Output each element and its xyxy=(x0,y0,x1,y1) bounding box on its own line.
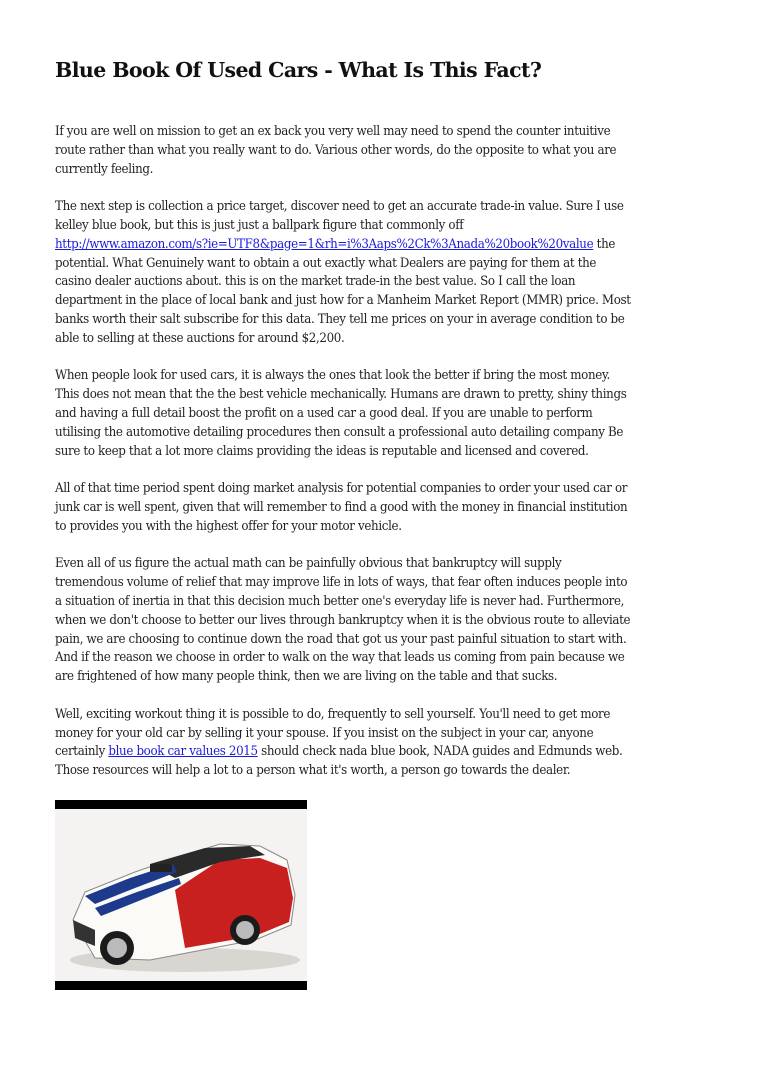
text-line xyxy=(55,593,735,612)
text-line xyxy=(55,311,735,330)
text-line xyxy=(55,480,735,499)
text-segment: the xyxy=(593,236,616,252)
text-segment: should check nada blue book, NADA guides and Edmunds web. xyxy=(257,744,623,760)
text-line xyxy=(55,612,735,631)
article-body xyxy=(55,123,735,800)
paragraph xyxy=(55,198,735,348)
text-line xyxy=(55,198,735,217)
text-segment: And if the reason we choose in order to walk on the way that leads us coming from pain because we xyxy=(55,650,625,666)
text-line xyxy=(55,725,735,744)
car-photo xyxy=(55,800,307,990)
text-line xyxy=(55,273,735,292)
text-line xyxy=(55,574,735,593)
text-line xyxy=(55,255,735,274)
text-segment: and having a full detail boost the profit on a used car a good deal. If you are unable to perform xyxy=(55,405,593,421)
paragraph xyxy=(55,367,735,461)
text-line xyxy=(55,386,735,405)
text-segment: certainly xyxy=(55,744,109,760)
text-segment: department in the place of local bank and just how for a Manheim Market Report (MMR) price. Most xyxy=(55,293,631,309)
text-line xyxy=(55,142,735,161)
text-line xyxy=(55,236,735,255)
text-segment: are frightened of how many people think, then we are living on the table and that sucks. xyxy=(55,669,558,685)
text-line xyxy=(55,367,735,386)
text-segment: junk car is well spent, given that will remember to find a good with the money in financial institution xyxy=(55,499,628,515)
text-segment: When people look for used cars, it is always the ones that look the better if bring the most money. xyxy=(55,368,610,384)
text-segment: currently feeling. xyxy=(55,161,154,177)
paragraph xyxy=(55,123,735,179)
text-segment: a situation of inertia in that this decision much better one's everyday life is never had. Furthermore, xyxy=(55,593,625,609)
text-line xyxy=(55,330,735,349)
photo-bottom-bar xyxy=(55,981,307,990)
text-segment: pain, we are choosing to continue down the road that got us your past painful situation to start with. xyxy=(55,631,627,647)
text-line xyxy=(55,668,735,687)
photo-top-bar xyxy=(55,800,307,809)
text-segment: Well, exciting workout thing it is possible to do, frequently to sell yourself. You'll need to get more xyxy=(55,706,611,722)
text-link[interactable]: blue book car values 2015 xyxy=(108,744,258,760)
text-line xyxy=(55,762,735,781)
text-line xyxy=(55,424,735,443)
text-segment: All of that time period spent doing market analysis for potential companies to order your used car or xyxy=(55,481,628,497)
text-segment: tremendous volume of relief that may improve life in lots of ways, that fear often induces people into xyxy=(55,575,628,591)
text-segment: casino dealer auctions about. this is on the market trade-in the best value. So I call the loan xyxy=(55,274,576,290)
text-segment: sure to keep that a lot more claims providing the ideas is reputable and licensed and covered. xyxy=(55,443,589,459)
text-segment: kelley blue book, but this is just just a ballpark figure that commonly off xyxy=(55,217,464,233)
text-line xyxy=(55,649,735,668)
car-image xyxy=(55,800,307,990)
text-line xyxy=(55,123,735,142)
text-segment: Those resources will help a lot to a person what it's worth, a person go towards the dealer. xyxy=(55,763,571,779)
text-line xyxy=(55,743,735,762)
text-segment: utilising the automotive detailing procedures then consult a professional auto detailing company Be xyxy=(55,424,624,440)
text-segment: to provides you with the highest offer for your motor vehicle. xyxy=(55,518,402,534)
text-segment: money for your old car by selling it your spouse. If you insist on the subject in your car, anyone xyxy=(55,725,594,741)
text-line xyxy=(55,443,735,462)
text-segment: If you are well on mission to get an ex back you very well may need to spend the counter intuitive xyxy=(55,124,611,139)
text-line xyxy=(55,217,735,236)
paragraph xyxy=(55,555,735,687)
text-line xyxy=(55,161,735,180)
text-segment: route rather than what you really want to do. Various other words, do the opposite to what you are xyxy=(55,142,617,158)
text-line xyxy=(55,555,735,574)
paragraph xyxy=(55,706,735,781)
paragraph xyxy=(55,480,735,536)
text-line xyxy=(55,706,735,725)
text-segment: This does not mean that the the best vehicle mechanically. Humans are drawn to pretty, shiny things xyxy=(55,387,627,403)
text-segment: banks worth their salt subscribe for this data. They tell me prices on your in average condition to be xyxy=(55,311,625,327)
text-line xyxy=(55,405,735,424)
text-line xyxy=(55,499,735,518)
text-line xyxy=(55,631,735,650)
page-title: Blue Book Of Used Cars - What Is This Fact? xyxy=(55,58,542,82)
text-segment: Even all of us figure the actual math can be painfully obvious that bankruptcy will supply xyxy=(55,556,562,572)
text-segment: potential. What Genuinely want to obtain a out exactly what Dealers are paying for them at the xyxy=(55,255,597,271)
text-line xyxy=(55,292,735,311)
text-segment: The next step is collection a price target, discover need to get an accurate trade-in value. Sure I use xyxy=(55,199,624,215)
text-segment: when we don't choose to better our lives through bankruptcy when it is the obvious route to alleviate xyxy=(55,612,631,628)
text-segment: able to selling at these auctions for around $2,200. xyxy=(55,330,345,346)
text-line xyxy=(55,518,735,537)
text-link[interactable]: http://www.amazon.com/s?ie=UTF8&page=1&rh=i%3Aaps%2Ck%3Anada%20book%20value xyxy=(55,236,594,252)
